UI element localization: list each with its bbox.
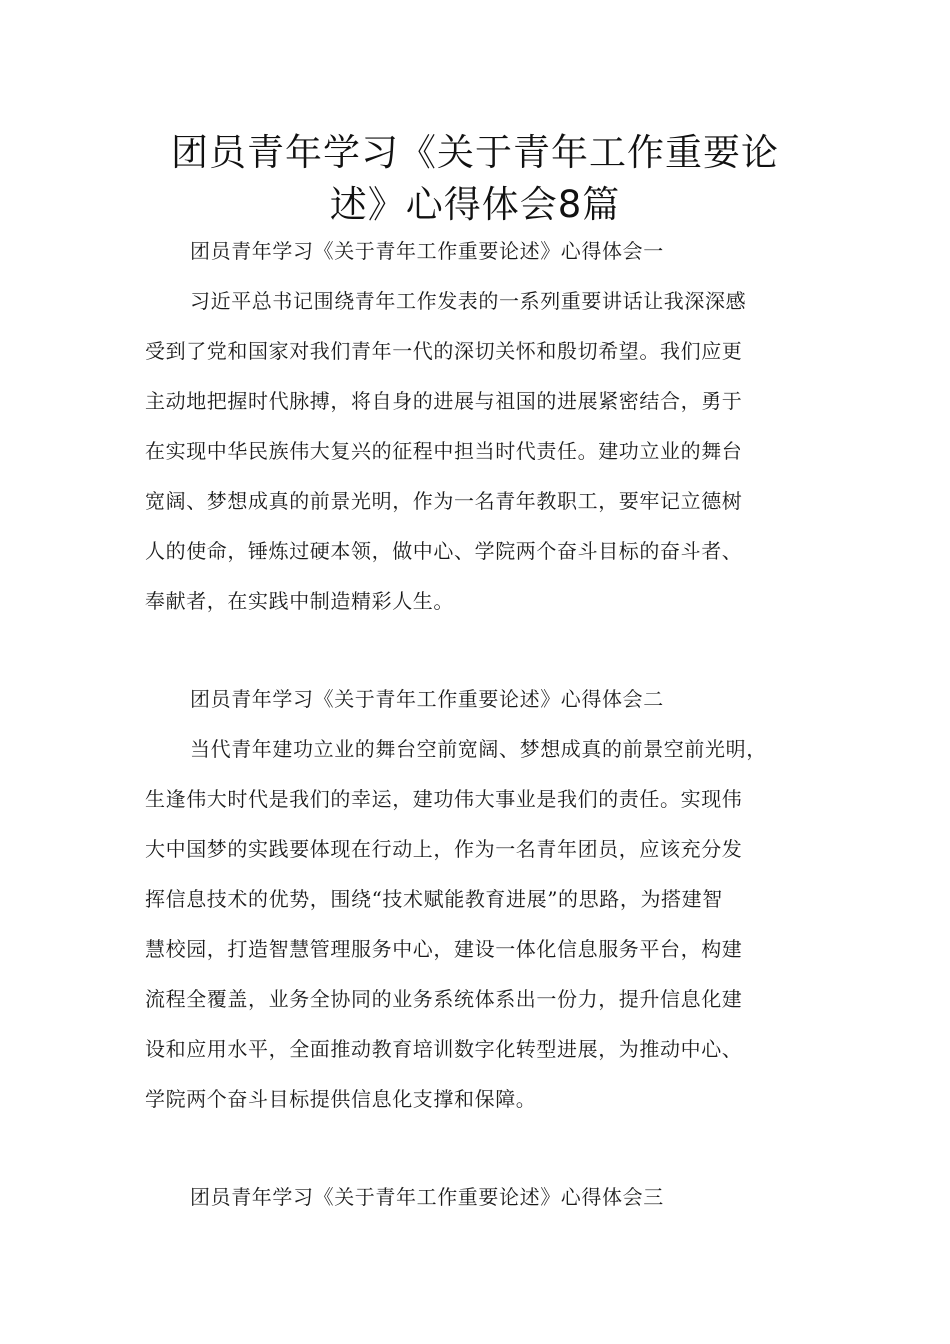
- section-heading-3: 团员青年学习《关于青年工作重要论述》心得体会三: [190, 1185, 664, 1209]
- paragraph-line: 学院两个奋斗目标提供信息化支撑和保障。: [145, 1087, 537, 1111]
- paragraph-line: 在实现中华民族伟大复兴的征程中担当时代责任。建功立业的舞台: [145, 439, 743, 463]
- paragraph-line: 设和应用水平，全面推动教育培训数字化转型进展，为推动中心、: [145, 1037, 743, 1061]
- paragraph-line: 挥信息技术的优势，围绕“技术赋能教育进展”的思路，为搭建智: [145, 887, 723, 911]
- paragraph-line: 习近平总书记围绕青年工作发表的一系列重要讲话让我深深感: [190, 289, 747, 313]
- title-line-2: 述》心得体会8篇: [329, 183, 621, 226]
- paragraph-line: 奉献者，在实践中制造精彩人生。: [145, 589, 454, 613]
- paragraph-line: 大中国梦的实践要体现在行动上，作为一名青年团员，应该充分发: [145, 837, 743, 861]
- paragraph-line: 主动地把握时代脉搏，将自身的进展与祖国的进展紧密结合，勇于: [145, 389, 743, 413]
- paragraph-line: 流程全覆盖，业务全协同的业务系统体系出一份力，提升信息化建: [145, 987, 743, 1011]
- document-title: [100, 127, 850, 231]
- section-heading-2: 团员青年学习《关于青年工作重要论述》心得体会二: [190, 687, 664, 711]
- paragraph-line: 宽阔、梦想成真的前景光明，作为一名青年教职工，要牢记立德树: [145, 489, 743, 513]
- paragraph-line: 当代青年建功立业的舞台空前宽阔、梦想成真的前景空前光明，: [190, 737, 767, 761]
- paragraph-line: 人的使命，锤炼过硬本领，做中心、学院两个奋斗目标的奋斗者、: [145, 539, 743, 563]
- paragraph-line: 受到了党和国家对我们青年一代的深切关怀和殷切希望。我们应更: [145, 339, 743, 363]
- title-line-1: 团员青年学习《关于青年工作重要论: [171, 131, 779, 174]
- section-heading-1: 团员青年学习《关于青年工作重要论述》心得体会一: [190, 239, 664, 263]
- paragraph-line: 慧校园，打造智慧管理服务中心，建设一体化信息服务平台，构建: [145, 937, 743, 961]
- paragraph-line: 生逢伟大时代是我们的幸运，建功伟大事业是我们的责任。实现伟: [145, 787, 743, 811]
